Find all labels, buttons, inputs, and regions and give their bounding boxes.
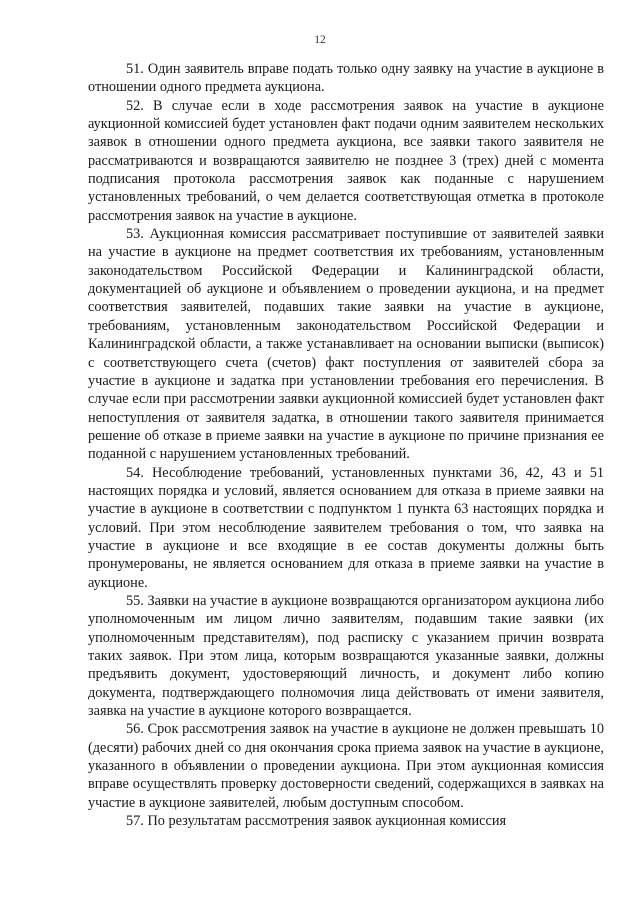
paragraph-51: 51. Один заявитель вправе подать только одну заявку на участие в аукционе в отношении одного предмета аукциона. xyxy=(88,61,604,96)
paragraph-57: 57. По результатам рассмотрения заявок аукционная комиссия xyxy=(126,813,507,830)
paragraph-53: 53. Аукционная комиссия рассматривает поступившие от заявителей заявки на участие в аукционе на предмет соответствия их требованиям, установленным законодательством Российской Федерации и Калининградской области, документацией об аукционе и объявлением о проведении аукциона, и на предмет соответствия заявителей, подавших такие заявки на участие в аукционе, требованиям, установленным законодательством Российской Федерации и Калининградской области, а также устанавливает на основании выписки (выписок) с соответствующего счета (счетов) факт поступления от заявителей сбора за участие в аукционе и задатка при установлении требования его перечисления. В случае если при рассмотрении заявки аукционной комиссией будет установлен факт непоступления от заявителя задатка, в отношении такого заявителя принимается решение об отказе в приеме заявки на участие в аукционе по причине признания ее поданной с нарушением установленных требований. xyxy=(88,226,604,463)
paragraph-52: 52. В случае если в ходе рассмотрения заявок на участие в аукционе аукционной комиссией будет установлен факт подачи одним заявителем нескольких заявок в отношении одного предмета аукциона, все заявки такого заявителя не рассматриваются и возвращаются заявителю не позднее 3 (трех) дней с момента подписания протокола рассмотрения заявок как поданные с нарушением установленных требований, о чем делается соответствующая отметка в протоколе рассмотрения заявок на участие в аукционе. xyxy=(88,97,604,224)
paragraph-56: 56. Срок рассмотрения заявок на участие в аукционе не должен превышать 10 (десяти) рабочих дней со дня окончания срока приема заявок на участие в аукционе, указанного в объявлении о проведении аукциона. При этом аукционная комиссия вправе осуществлять проверку достоверности сведений, содержащихся в заявках на участие в аукционе заявителей, любым доступным способом. xyxy=(88,721,604,811)
document-body xyxy=(88,60,604,830)
paragraph-54: 54. Несоблюдение требований, установленных пунктами 36, 42, 43 и 51 настоящих порядка и условий, является основанием для отказа в приеме заявки на участие в аукционе в соответствии с подпунктом 1 пункта 63 настоящих порядка и условий. При этом несоблюдение заявителем требования о том, что заявка на участие в аукционе и все входящие в ее состав документы должны быть пронумерованы, не является основанием для отказа в приеме заявки на участие в аукционе. xyxy=(88,464,604,591)
page-number: 12 xyxy=(314,34,326,46)
paragraph-55: 55. Заявки на участие в аукционе возвращаются организатором аукциона либо уполномоченным им лицом лично заявителям, подавшим такие заявки (их уполномоченным представителям), под расписку с указанием причин возврата таких заявок. При этом лица, которым возвращаются указанные заявки, должны предъявить документ, удостоверяющий личность, и документ либо копию документа, подтверждающего полномочия лица действовать от имени заявителя, заявка на участие в аукционе которого возвращается. xyxy=(88,592,604,720)
